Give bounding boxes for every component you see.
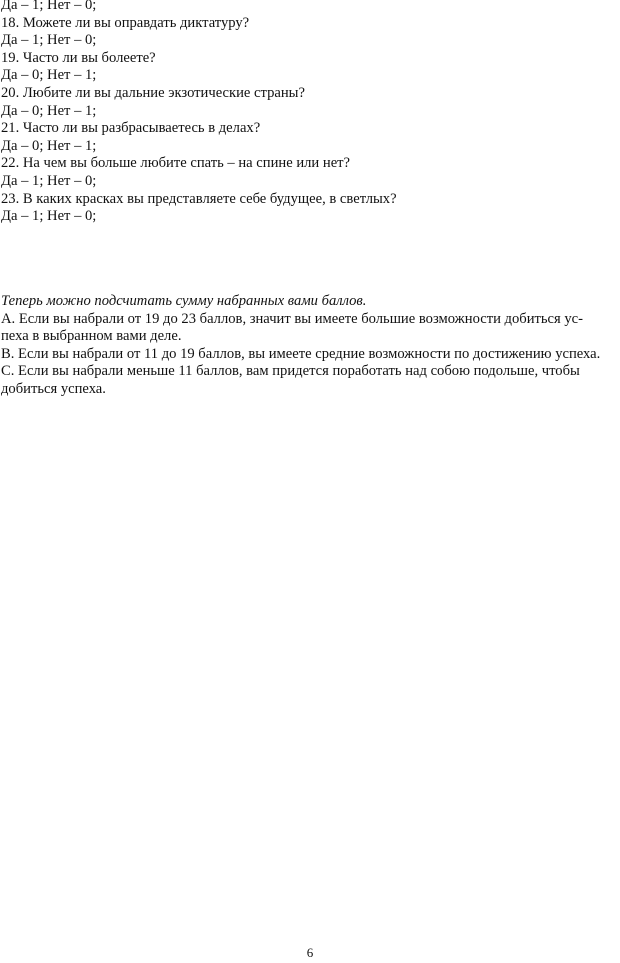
question-18: 18. Можете ли вы оправдать диктатуру? <box>1 14 250 31</box>
answer-scoring-line: Да – 0; Нет – 1; <box>1 67 97 84</box>
answer-scoring-line: Да – 1; Нет – 0; <box>1 208 97 225</box>
page-number: 6 <box>306 945 314 960</box>
question-20: 20. Любите ли вы дальние экзотические страны? <box>1 85 305 101</box>
question-19: 19. Часто ли вы болеете? <box>1 49 156 66</box>
result-a-line-2: пеха в выбранном вами деле. <box>1 328 182 345</box>
answer-scoring-line: Да – 0; Нет – 1; <box>1 137 97 154</box>
result-c-line-1: С. Если вы набрали меньше 11 баллов, вам придется поработать над собою подольше, чтобы <box>1 363 580 380</box>
result-b-line: В. Если вы набрали от 11 до 19 баллов, вы имеете средние возможности по достижению успеха. <box>1 345 601 362</box>
answer-scoring-line: Да – 0; Нет – 1; <box>1 102 97 119</box>
result-c-line-2: добиться успеха. <box>1 381 106 397</box>
question-22: 22. На чем вы больше любите спать – на спине или нет? <box>1 155 351 172</box>
question-21: 21. Часто ли вы разбрасываетесь в делах? <box>1 120 261 137</box>
answer-scoring-line: Да – 1; Нет – 0; <box>1 32 97 49</box>
results-intro: Теперь можно подсчитать сумму набранных вами баллов. <box>1 293 367 309</box>
result-a-line-1: А. Если вы набрали от 19 до 23 баллов, значит вы имеете большие возможности добиться ус- <box>1 310 584 327</box>
answer-scoring-line: Да – 1; Нет – 0; <box>1 0 97 13</box>
question-23: 23. В каких красках вы представляете себе будущее, в светлых? <box>1 190 397 207</box>
answer-scoring-line: Да – 1; Нет – 0; <box>1 173 97 189</box>
